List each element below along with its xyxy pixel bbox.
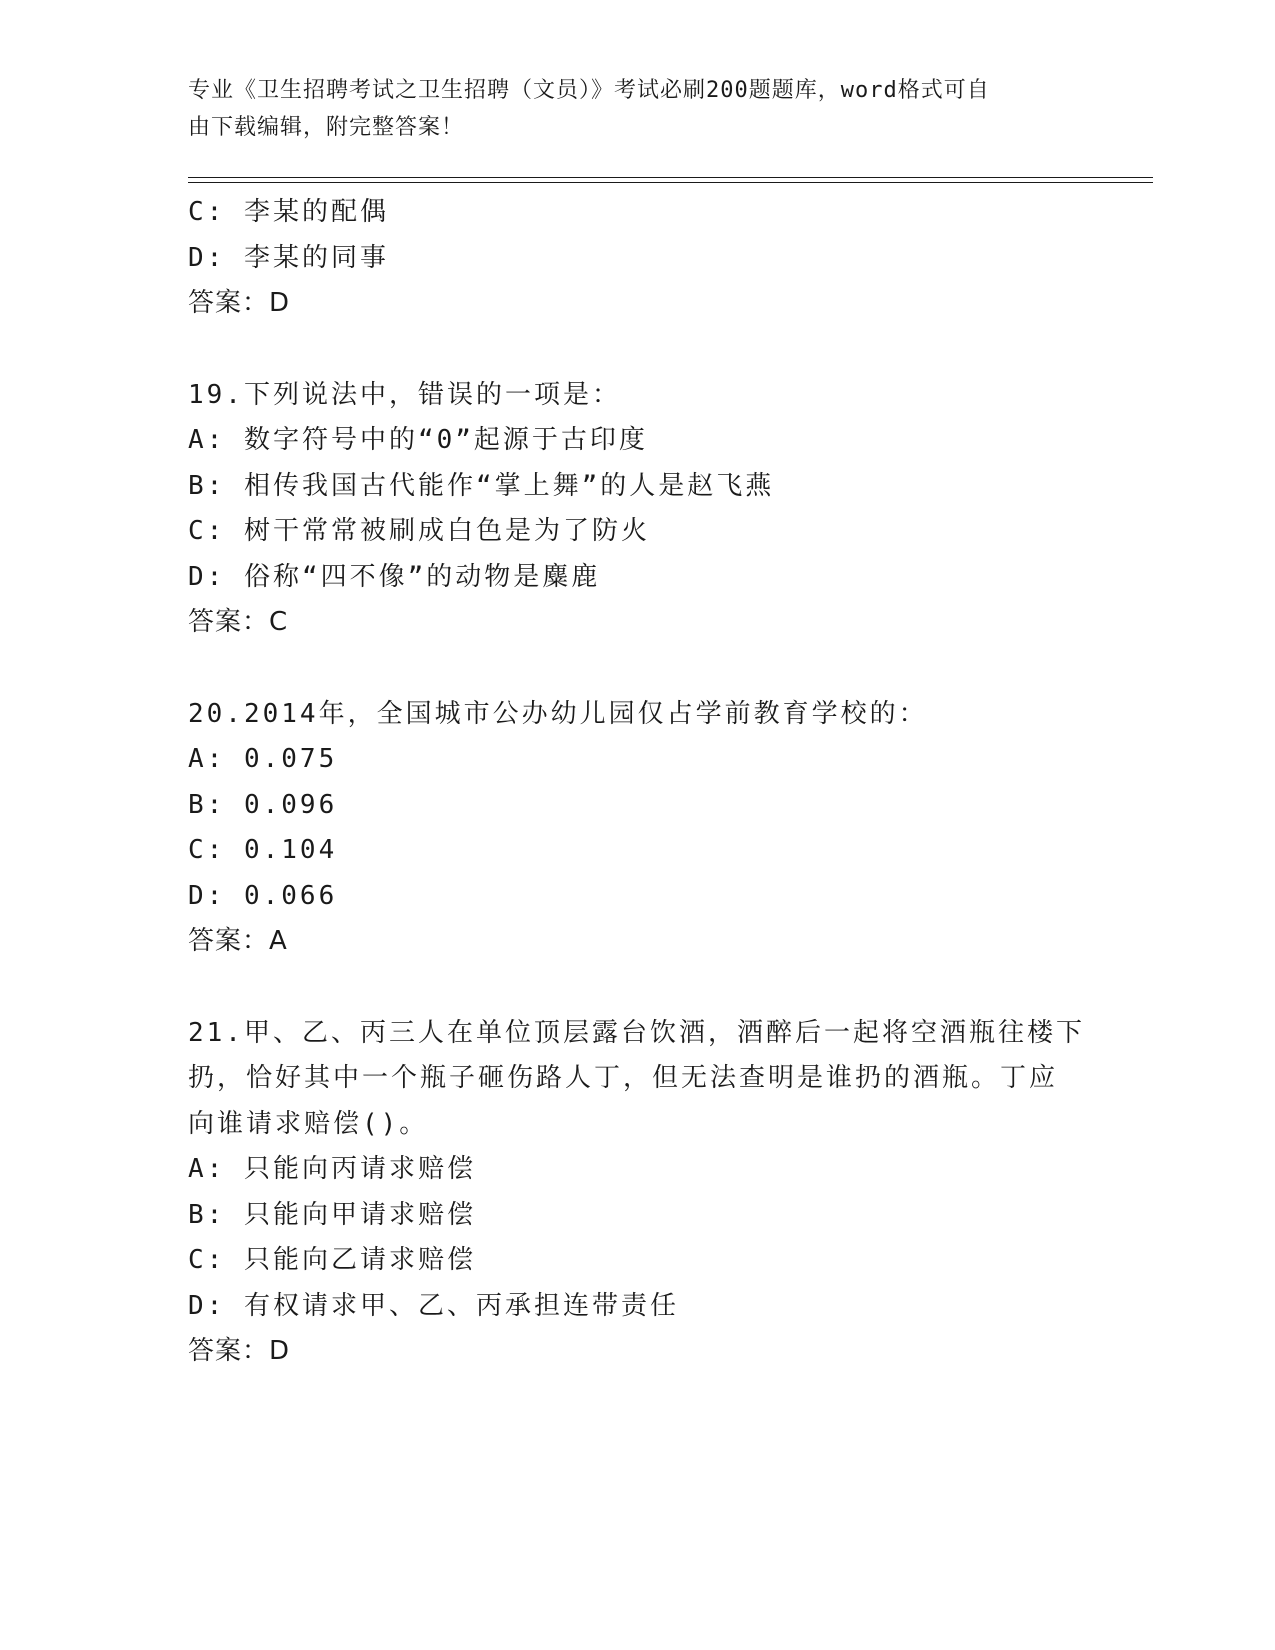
option-b: B: 相传我国古代能作“掌上舞”的人是赵飞燕 [188,470,775,501]
question-stem-line-3: 向谁请求赔偿()。 [188,1108,429,1139]
header-line-2: 由下载编辑，附完整答案！ [188,115,465,140]
option-c: C: 只能向乙请求赔偿 [188,1245,476,1275]
option-b: B: 只能向甲请求赔偿 [188,1199,476,1230]
option-a: A: 0.075 [188,744,338,774]
option-d: D: 0.066 [188,880,338,911]
question-21 [188,1011,1088,1375]
header-divider-top [188,177,1153,178]
option-d: D: 俗称“四不像”的动物是麋鹿 [188,561,601,592]
answer-label: 答案：C [188,607,289,637]
answer-label: 答案：D [188,288,291,318]
question-stem: 19.下列说法中，错误的一项是： [188,379,621,410]
question-stem: 20.2014年，全国城市公办幼儿园仅占学前教育学校的： [188,698,928,729]
answer-label: 答案：A [188,926,288,956]
option-a: A: 只能向丙请求赔偿 [188,1154,476,1184]
option-a: A: 数字符号中的“0”起源于古印度 [188,425,648,455]
header-divider-bottom [188,182,1153,183]
question-19 [188,373,1088,646]
option-d: D: 有权请求甲、乙、丙承担连带责任 [188,1290,679,1321]
answer-label: 答案：D [188,1336,291,1366]
question-stem-line-2: 扔，恰好其中一个瓶子砸伤路人丁，但无法查明是谁扔的酒瓶。丁应 [188,1063,1059,1093]
option-d: D: 李某的同事 [188,242,389,273]
option-c: C: 0.104 [188,835,338,865]
document-header [188,72,1068,146]
header-line-1: 专业《卫生招聘考试之卫生招聘（文员）》考试必刷200题题库，word格式可自 [188,78,990,103]
option-b: B: 0.096 [188,789,338,820]
question-20 [188,692,1088,965]
question-stem-line-1: 21.甲、乙、丙三人在单位顶层露台饮酒，酒醉后一起将空酒瓶往楼下 [188,1017,1085,1048]
option-c: C: 树干常常被刷成白色是为了防火 [188,516,650,546]
partial-question [188,190,1088,327]
question-content [188,190,1088,1375]
option-c: C: 李某的配偶 [188,197,389,227]
